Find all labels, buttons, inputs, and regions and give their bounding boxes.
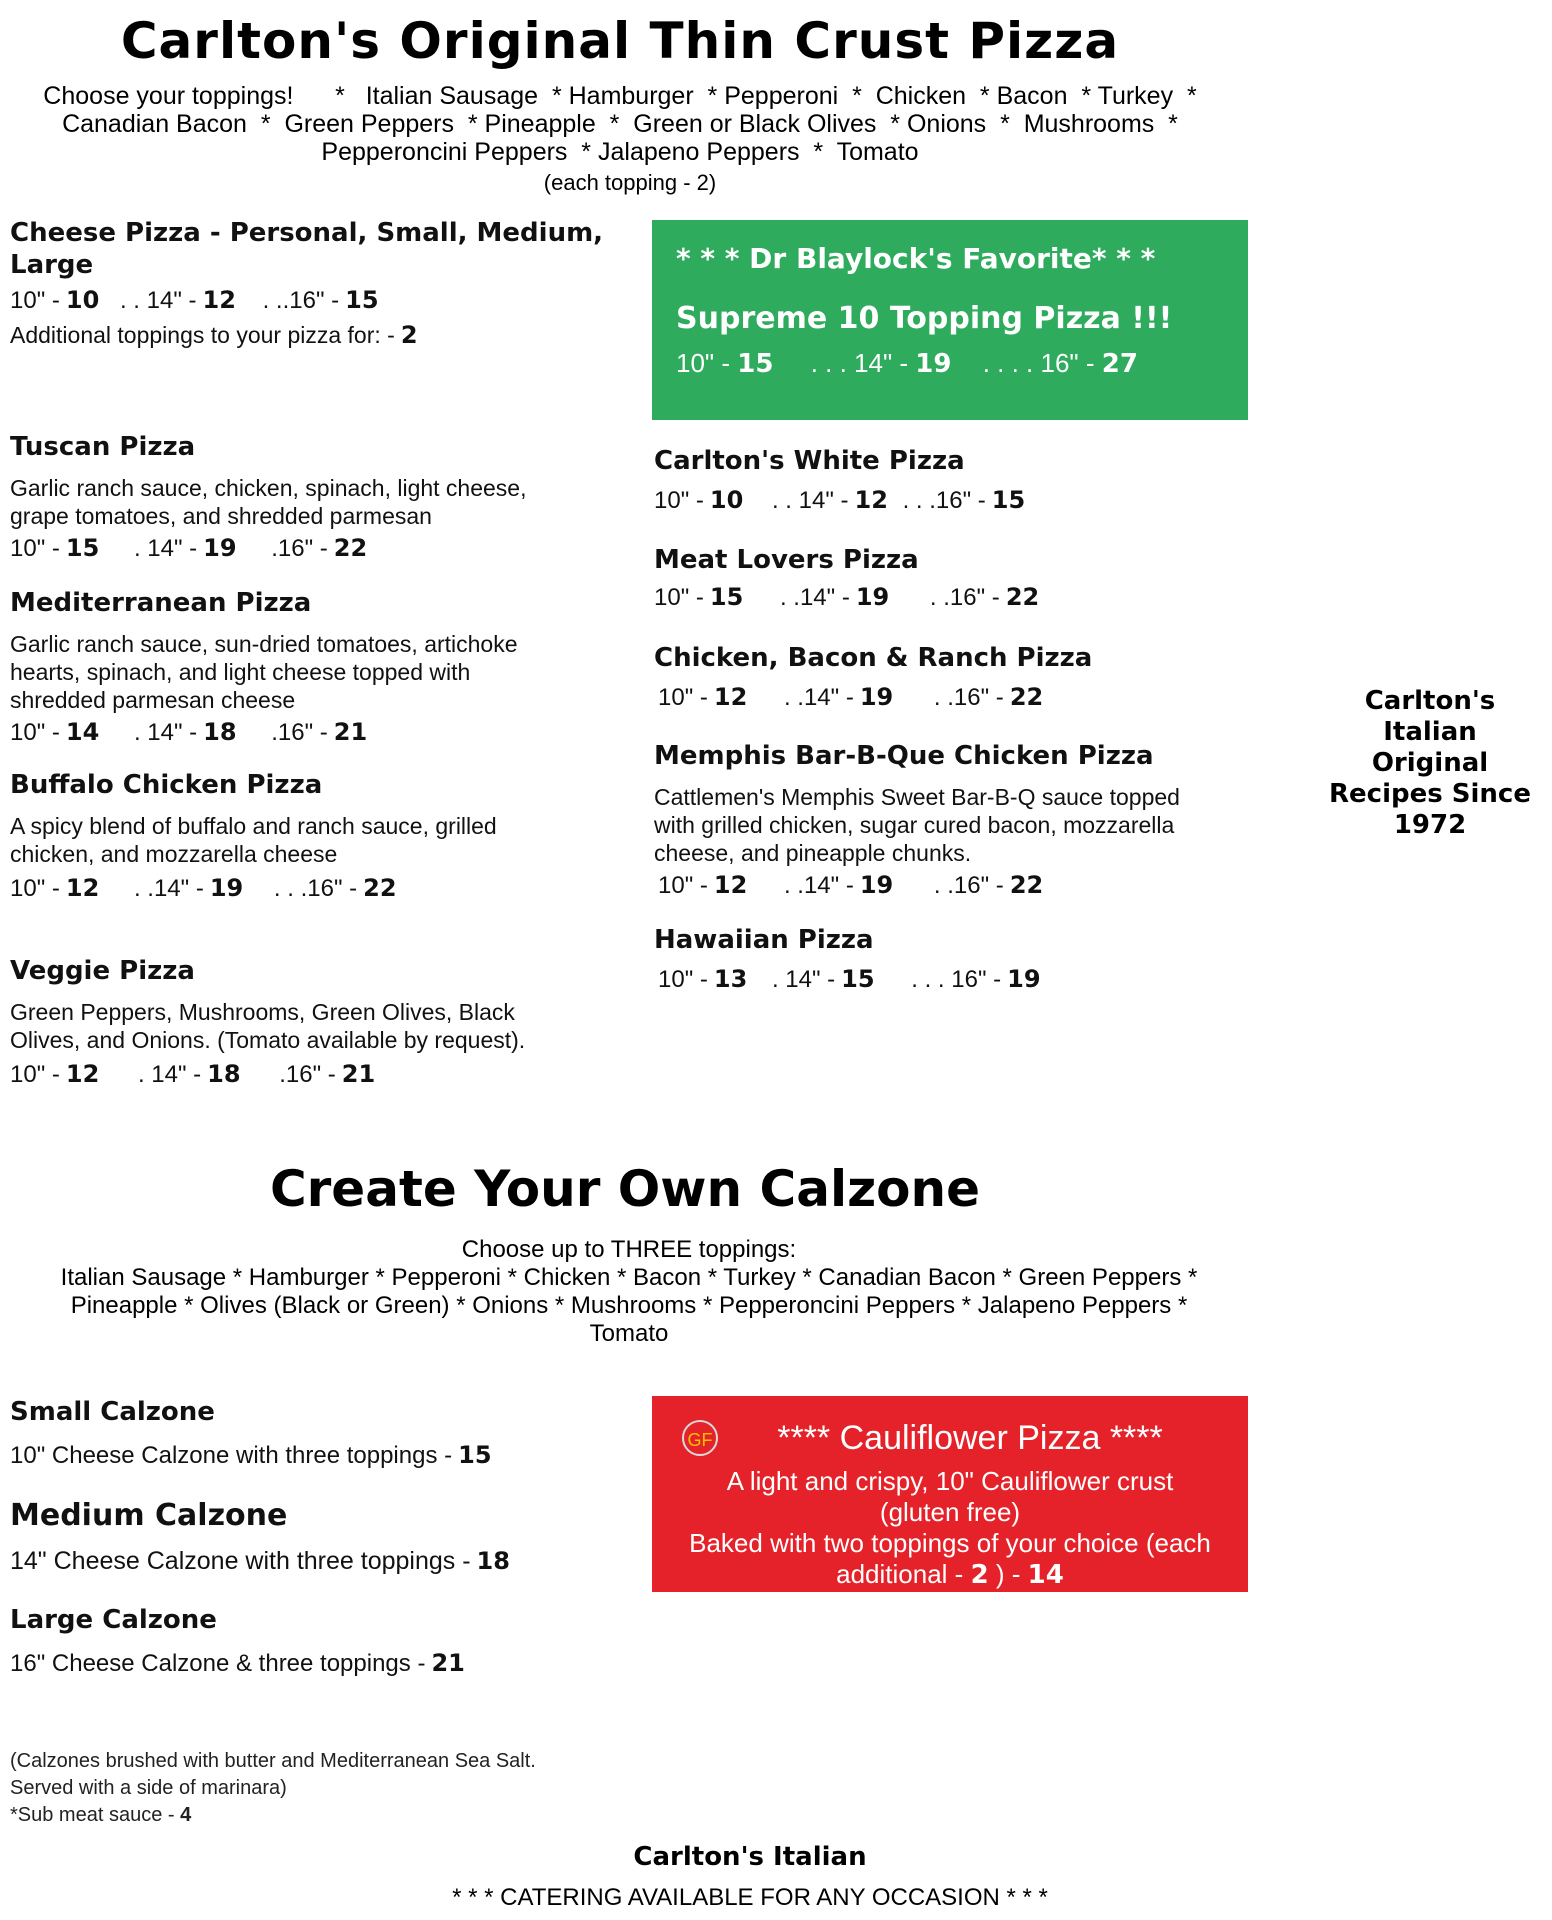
cheese-pizza-name: Cheese Pizza - Personal, Small, Medium, bbox=[10, 218, 604, 248]
price: 18 bbox=[203, 718, 237, 746]
favorite-box-pizza-name: Supreme 10 Topping Pizza !!! bbox=[676, 301, 1173, 336]
pizza-toppings-line: Choose your toppings! * Italian Sausage * Hamburger * Pepperoni * Chicken * Bacon * Turkey * bbox=[43, 82, 1197, 110]
size-label: . . 14" - bbox=[119, 287, 197, 314]
calzone-choose-text: Choose up to THREE toppings: bbox=[461, 1236, 797, 1263]
additional-toppings-price: 2 bbox=[400, 321, 418, 349]
cauliflower-pizza-box bbox=[652, 1396, 1248, 1592]
size-label: 10" - bbox=[10, 287, 60, 314]
price: 21 bbox=[341, 1060, 376, 1088]
size-label: 10" - bbox=[10, 719, 60, 746]
size-label: 10" - bbox=[10, 1061, 60, 1088]
price: 12 bbox=[713, 871, 748, 899]
small-calzone-item bbox=[10, 1397, 630, 1470]
price: 15 bbox=[841, 965, 875, 993]
cheese-pizza-item bbox=[10, 218, 630, 349]
size-label: . .14" - bbox=[133, 875, 204, 902]
desc-line: Cattlemen's Memphis Sweet Bar-B-Q sauce topped bbox=[654, 784, 1180, 810]
calzone-note-line: (Calzones brushed with butter and Mediterranean Sea Salt. bbox=[10, 1750, 536, 1772]
price: 22 bbox=[333, 534, 368, 562]
calzone-note bbox=[10, 1748, 630, 1829]
calzone-desc-text: 14" Cheese Calzone with three toppings - bbox=[10, 1547, 471, 1575]
calzone-desc-text: 10" Cheese Calzone with three toppings - bbox=[10, 1442, 453, 1469]
price: 10 bbox=[65, 286, 100, 314]
size-label: . . . 16" - bbox=[911, 966, 1002, 993]
small-calzone-desc bbox=[10, 1441, 630, 1470]
price: 18 bbox=[207, 1060, 241, 1088]
side-note-line: 1972 bbox=[1393, 810, 1467, 840]
size-label: 10" - bbox=[658, 872, 708, 899]
desc-line: grape tomatoes, and shredded parmesan bbox=[10, 503, 432, 529]
size-label: 10" - bbox=[10, 875, 60, 902]
each-topping-note: (each topping - 2) bbox=[543, 170, 717, 195]
price: 15 bbox=[345, 286, 379, 314]
side-note-line: Carlton's bbox=[1364, 686, 1496, 716]
gluten-free-icon: GF bbox=[682, 1420, 718, 1456]
footer-restaurant-name: Carlton's Italian bbox=[633, 1842, 867, 1872]
favorite-box-prices bbox=[676, 348, 1224, 379]
pizza-toppings-line: Canadian Bacon * Green Peppers * Pineapple * Green or Black Olives * Onions * Mushrooms * bbox=[62, 110, 1178, 138]
price: 19 bbox=[1007, 965, 1041, 993]
mediterranean-pizza-desc bbox=[10, 630, 630, 714]
white-pizza-prices bbox=[654, 486, 1274, 515]
veggie-pizza-prices bbox=[10, 1060, 630, 1089]
price: 13 bbox=[713, 965, 748, 993]
size-label: . .16" - bbox=[929, 584, 1000, 611]
desc-line: with grilled chicken, sugar cured bacon, mozzarella bbox=[654, 812, 1175, 838]
size-label: .16" - bbox=[271, 535, 328, 562]
price: 12 bbox=[713, 683, 748, 711]
meat-lovers-item bbox=[654, 545, 1274, 612]
price: 15 bbox=[709, 583, 744, 611]
size-label: .16" - bbox=[271, 719, 328, 746]
size-label: . .14" - bbox=[783, 684, 854, 711]
price: 12 bbox=[202, 286, 236, 314]
chicken-bacon-ranch-item bbox=[654, 643, 1274, 712]
size-label: . . .16" - bbox=[902, 487, 986, 514]
veggie-pizza-item bbox=[10, 956, 630, 1089]
size-label: 10" - bbox=[654, 584, 704, 611]
tuscan-pizza-prices bbox=[10, 534, 630, 563]
price: 19 bbox=[915, 349, 952, 379]
price: 15 bbox=[65, 534, 100, 562]
calzone-section-title: Create Your Own Calzone bbox=[269, 1160, 981, 1218]
price: 19 bbox=[859, 683, 894, 711]
size-label: . . . . 16" - bbox=[982, 348, 1095, 378]
favorite-box-heading: * * * Dr Blaylock's Favorite* * * bbox=[676, 242, 1156, 275]
chicken-bacon-ranch-name: Chicken, Bacon & Ranch Pizza bbox=[654, 643, 1093, 673]
size-label: . .14" - bbox=[783, 872, 854, 899]
additional-toppings bbox=[10, 321, 630, 349]
size-label: .16" - bbox=[279, 1061, 336, 1088]
cauliflower-desc-line: (gluten free) bbox=[879, 1497, 1021, 1527]
since-1972-note bbox=[1300, 686, 1552, 841]
medium-calzone-item bbox=[10, 1498, 630, 1576]
price: 22 bbox=[1009, 683, 1044, 711]
pizza-toppings-list bbox=[0, 82, 1240, 166]
pizza-section-title: Carlton's Original Thin Crust Pizza bbox=[120, 12, 1120, 70]
veggie-pizza-name: Veggie Pizza bbox=[10, 956, 195, 986]
desc-line: cheese, and pineapple chunks. bbox=[654, 840, 972, 866]
memphis-bbq-item bbox=[654, 741, 1274, 900]
memphis-bbq-name: Memphis Bar-B-Que Chicken Pizza bbox=[654, 741, 1154, 771]
price: 12 bbox=[65, 874, 100, 902]
size-label: 10" - bbox=[676, 348, 731, 378]
size-label: . 14" - bbox=[771, 966, 836, 993]
calzone-desc-text: 16" Cheese Calzone & three toppings - bbox=[10, 1650, 426, 1677]
medium-calzone-name: Medium Calzone bbox=[10, 1498, 288, 1533]
buffalo-pizza-item bbox=[10, 770, 630, 903]
desc-line: shredded parmesan cheese bbox=[10, 687, 296, 713]
favorite-pizza-box bbox=[652, 220, 1248, 420]
size-label: . 14" - bbox=[133, 535, 198, 562]
price: 15 bbox=[737, 349, 774, 379]
price: 19 bbox=[203, 534, 237, 562]
size-label: 10" - bbox=[10, 535, 60, 562]
footer-catering: * * * CATERING AVAILABLE FOR ANY OCCASION * * * bbox=[452, 1884, 1048, 1911]
cauliflower-desc-line: A light and crispy, 10" Cauliflower crust bbox=[726, 1466, 1174, 1496]
desc-line: Garlic ranch sauce, sun-dried tomatoes, artichoke bbox=[10, 631, 518, 657]
desc-line: chicken, and mozzarella cheese bbox=[10, 841, 338, 867]
memphis-bbq-desc bbox=[654, 783, 1274, 867]
chicken-bacon-ranch-prices bbox=[654, 683, 1274, 712]
buffalo-pizza-desc bbox=[10, 812, 630, 868]
meat-lovers-name: Meat Lovers Pizza bbox=[654, 545, 919, 575]
size-label: . . 14" - bbox=[771, 487, 849, 514]
size-label: . 14" - bbox=[137, 1061, 202, 1088]
size-label: 10" - bbox=[654, 487, 704, 514]
price: 22 bbox=[1009, 871, 1044, 899]
size-label: . . .16" - bbox=[273, 875, 358, 902]
price: 27 bbox=[1101, 349, 1138, 379]
calzone-toppings-block bbox=[0, 1236, 1258, 1348]
price: 14 bbox=[65, 718, 100, 746]
large-calzone-desc bbox=[10, 1649, 630, 1678]
calzone-toppings-line: Tomato bbox=[589, 1320, 669, 1347]
white-pizza-item bbox=[654, 446, 1274, 515]
tuscan-pizza-desc bbox=[10, 474, 630, 530]
price: 15 bbox=[458, 1441, 492, 1469]
size-label: 10" - bbox=[658, 966, 708, 993]
calzone-toppings-line: Pineapple * Olives (Black or Green) * Onions * Mushrooms * Pepperoncini Peppers * Jalapeno Peppers * bbox=[70, 1292, 1188, 1319]
medium-calzone-desc bbox=[10, 1547, 630, 1576]
white-pizza-name: Carlton's White Pizza bbox=[654, 446, 965, 476]
cauliflower-additional-price: 2 bbox=[970, 1560, 989, 1590]
hawaiian-pizza-item bbox=[654, 925, 1274, 994]
calzone-note-line: Served with a side of marinara) bbox=[10, 1777, 287, 1799]
cauliflower-price-separator: ) - bbox=[995, 1559, 1021, 1589]
sub-meat-sauce-text: *Sub meat sauce - bbox=[10, 1804, 175, 1826]
sub-meat-sauce-price: 4 bbox=[180, 1804, 192, 1826]
tuscan-pizza-name: Tuscan Pizza bbox=[10, 432, 196, 462]
mediterranean-pizza-item bbox=[10, 588, 630, 747]
cauliflower-box-title-row bbox=[672, 1418, 1228, 1458]
desc-line: hearts, spinach, and light cheese topped with bbox=[10, 659, 471, 685]
desc-line: Green Peppers, Mushrooms, Green Olives, Black bbox=[10, 999, 515, 1025]
veggie-pizza-desc bbox=[10, 998, 630, 1054]
large-calzone-item bbox=[10, 1605, 630, 1678]
side-note-line: Italian bbox=[1383, 717, 1477, 747]
hawaiian-pizza-prices bbox=[654, 965, 1274, 994]
size-label: . .16" - bbox=[933, 684, 1004, 711]
large-calzone-name: Large Calzone bbox=[10, 1605, 217, 1635]
size-label: 10" - bbox=[658, 684, 708, 711]
size-label: . ..16" - bbox=[262, 287, 340, 314]
cauliflower-box-title: **** Cauliflower Pizza **** bbox=[777, 1419, 1163, 1457]
small-calzone-name: Small Calzone bbox=[10, 1397, 215, 1427]
cauliflower-price: 14 bbox=[1027, 1560, 1064, 1590]
price: 19 bbox=[859, 871, 894, 899]
price: 19 bbox=[209, 874, 244, 902]
sub-meat-sauce-note bbox=[10, 1802, 630, 1829]
mediterranean-pizza-name: Mediterranean Pizza bbox=[10, 588, 312, 618]
tuscan-pizza-item bbox=[10, 432, 630, 563]
price: 18 bbox=[476, 1547, 510, 1575]
additional-toppings-text: Additional toppings to your pizza for: - bbox=[10, 322, 395, 348]
cauliflower-desc-line bbox=[672, 1559, 1228, 1591]
cauliflower-additional-text: additional - bbox=[836, 1559, 964, 1589]
side-note-line: Original bbox=[1371, 748, 1489, 778]
size-label: . .16" - bbox=[933, 872, 1004, 899]
calzone-toppings-line: Italian Sausage * Hamburger * Pepperoni * Chicken * Bacon * Turkey * Canadian Bacon * Green Peppers * bbox=[60, 1264, 1198, 1291]
price: 22 bbox=[1005, 583, 1040, 611]
size-label: . . . 14" - bbox=[810, 348, 909, 378]
cauliflower-box-desc bbox=[672, 1466, 1228, 1591]
price: 21 bbox=[333, 718, 368, 746]
memphis-bbq-prices bbox=[654, 871, 1274, 900]
meat-lovers-prices bbox=[654, 583, 1274, 612]
price: 12 bbox=[854, 486, 888, 514]
price: 21 bbox=[431, 1649, 465, 1677]
hawaiian-pizza-name: Hawaiian Pizza bbox=[654, 925, 874, 955]
cauliflower-desc-line: Baked with two toppings of your choice (each bbox=[689, 1528, 1211, 1558]
price: 15 bbox=[991, 486, 1026, 514]
side-note-line: Recipes Since bbox=[1329, 779, 1531, 809]
cheese-pizza-prices bbox=[10, 286, 630, 315]
desc-line: A spicy blend of buffalo and ranch sauce, grilled bbox=[10, 813, 497, 839]
price: 10 bbox=[709, 486, 744, 514]
size-label: . 14" - bbox=[133, 719, 198, 746]
buffalo-pizza-name: Buffalo Chicken Pizza bbox=[10, 770, 323, 800]
price: 12 bbox=[65, 1060, 100, 1088]
buffalo-pizza-prices bbox=[10, 874, 630, 903]
desc-line: Olives, and Onions. (Tomato available by request). bbox=[10, 1027, 526, 1053]
desc-line: Garlic ranch sauce, chicken, spinach, light cheese, bbox=[10, 475, 527, 501]
price: 22 bbox=[363, 874, 397, 902]
pizza-toppings-line: Pepperoncini Peppers * Jalapeno Peppers * Tomato bbox=[321, 138, 919, 166]
size-label: . .14" - bbox=[779, 584, 850, 611]
mediterranean-pizza-prices bbox=[10, 718, 630, 747]
price: 19 bbox=[855, 583, 890, 611]
cheese-pizza-name-cont: Large bbox=[10, 250, 94, 280]
